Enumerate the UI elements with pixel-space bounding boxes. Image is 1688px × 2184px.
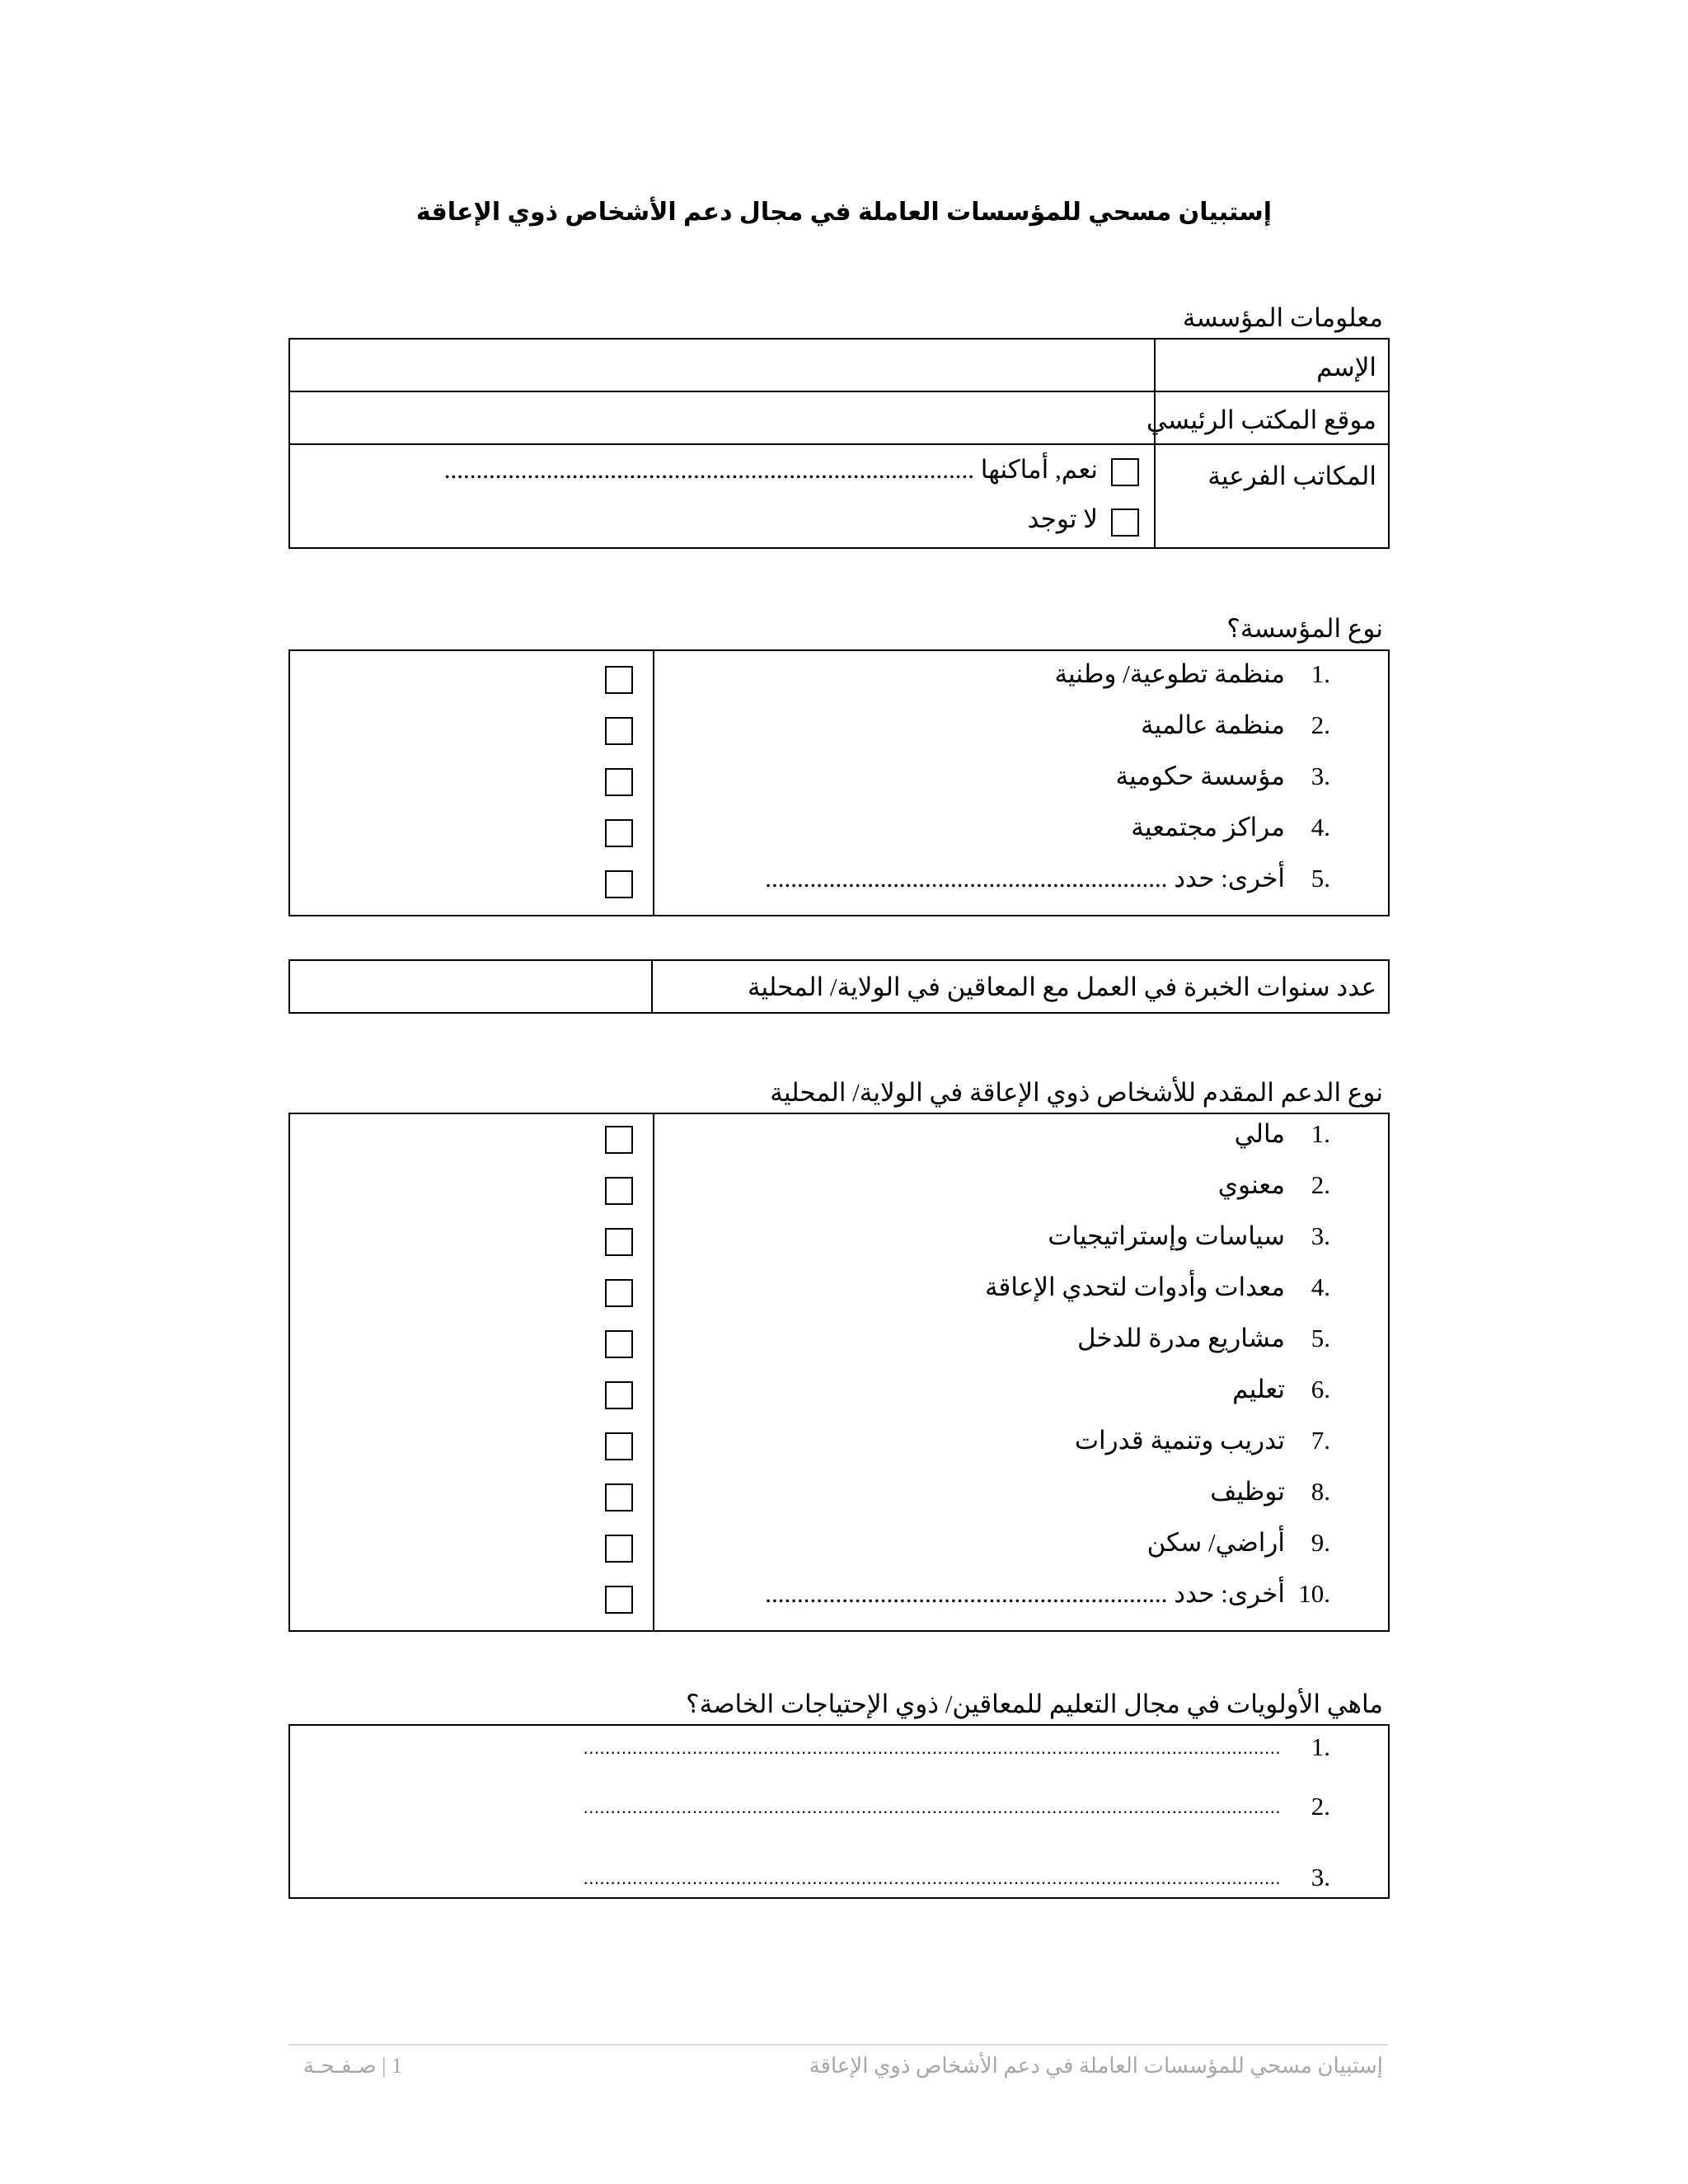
- org-name-label: الإسم: [1316, 353, 1376, 382]
- priority-num: 2.: [1311, 1792, 1330, 1821]
- experience-label: عدد سنوات الخبرة في العمل مع المعاقين في الولاية/ المحلية: [747, 972, 1376, 1001]
- footer-divider: [288, 2044, 1388, 2046]
- org-type-notes: [289, 650, 654, 916]
- support-option[interactable]: 2. معنوي: [654, 1170, 1388, 1221]
- support-checkbox[interactable]: [605, 1483, 633, 1511]
- org-branches-row: [289, 444, 1389, 548]
- experience-table: [288, 959, 1390, 1014]
- support-checkbox[interactable]: [605, 1535, 633, 1563]
- org-branches-label: المكاتب الفرعية: [1207, 462, 1376, 490]
- org-type-option[interactable]: 3. مؤسسة حكومية: [654, 762, 1388, 813]
- support-type-notes: [289, 1113, 654, 1631]
- org-name-row: [289, 339, 1389, 391]
- branches-no-label: لا توجد: [1027, 504, 1098, 533]
- org-info-label: معلومات المؤسسة: [1182, 303, 1383, 332]
- org-hq-row: [289, 391, 1389, 444]
- org-hq-input[interactable]: [289, 391, 1155, 444]
- priorities-label: ماهي الأولويات في مجال التعليم للمعاقين/ ذوي الإحتياجات الخاصة؟: [686, 1690, 1383, 1718]
- priority-line[interactable]: ................................................................................................................................: [583, 1797, 1281, 1817]
- org-type-option[interactable]: 1. منظمة تطوعية/ وطنية: [654, 659, 1388, 710]
- support-option[interactable]: 8. توظيف: [654, 1477, 1388, 1528]
- org-name-input[interactable]: [289, 339, 1155, 391]
- support-option[interactable]: 7. تدريب وتنمية قدرات: [654, 1426, 1388, 1477]
- support-checkbox[interactable]: [605, 1381, 633, 1409]
- branches-yes-checkbox[interactable]: [1111, 458, 1139, 486]
- org-hq-label: موقع المكتب الرئيسي: [1146, 405, 1376, 434]
- priorities-table: [288, 1724, 1390, 1899]
- footer-title: إستبيان مسحي للمؤسسات العاملة في دعم الأشخاص ذوي الإعاقة: [809, 2054, 1383, 2078]
- page-title: إستبيان مسحي للمؤسسات العاملة في مجال دعم الأشخاص ذوي الإعاقة: [415, 199, 1273, 226]
- support-type-table: [288, 1113, 1390, 1632]
- support-checkbox[interactable]: [605, 1586, 633, 1614]
- footer-page-number: 1 | صـفـحـة: [303, 2054, 403, 2078]
- priority-num: 1.: [1311, 1732, 1330, 1761]
- org-type-checkbox[interactable]: [605, 768, 633, 796]
- org-type-option[interactable]: 4. مراكز مجتمعية: [654, 813, 1388, 864]
- support-option[interactable]: 10. أخرى: حدد ...............................................................: [654, 1579, 1388, 1630]
- org-type-label: نوع المؤسسة؟: [1226, 614, 1383, 643]
- org-type-checkbox[interactable]: [605, 666, 633, 694]
- priority-line[interactable]: ................................................................................................................................: [583, 1737, 1281, 1758]
- support-type-label: نوع الدعم المقدم للأشخاص ذوي الإعاقة في الولاية/ المحلية: [770, 1078, 1383, 1107]
- org-type-option[interactable]: 2. منظمة عالمية: [654, 710, 1388, 762]
- branches-yes-label: نعم, أماكنها ...................................................................................: [443, 455, 1098, 484]
- support-option[interactable]: 4. معدات وأدوات لتحدي الإعاقة: [654, 1272, 1388, 1324]
- support-checkbox[interactable]: [605, 1432, 633, 1460]
- experience-input[interactable]: [289, 960, 652, 1013]
- support-checkbox[interactable]: [605, 1279, 633, 1307]
- org-type-checkbox[interactable]: [605, 819, 633, 847]
- support-option[interactable]: 5. مشاريع مدرة للدخل: [654, 1324, 1388, 1375]
- support-option[interactable]: 6. تعليم: [654, 1375, 1388, 1426]
- support-checkbox[interactable]: [605, 1126, 633, 1154]
- support-checkbox[interactable]: [605, 1228, 633, 1256]
- support-checkbox[interactable]: [605, 1177, 633, 1205]
- org-type-option[interactable]: 5. أخرى: حدد ...............................................................: [654, 864, 1388, 915]
- org-info-table: [288, 338, 1390, 549]
- org-type-checkbox[interactable]: [605, 717, 633, 745]
- support-option[interactable]: 1. مالي: [654, 1119, 1388, 1170]
- org-type-table: [288, 649, 1390, 916]
- support-option[interactable]: 3. سياسات وإستراتيجيات: [654, 1221, 1388, 1272]
- branches-no-checkbox[interactable]: [1111, 509, 1139, 537]
- support-checkbox[interactable]: [605, 1330, 633, 1358]
- priority-num: 3.: [1311, 1863, 1330, 1891]
- support-option[interactable]: 9. أراضي/ سكن: [654, 1528, 1388, 1579]
- priority-line[interactable]: ................................................................................................................................: [583, 1868, 1281, 1888]
- org-type-checkbox[interactable]: [605, 870, 633, 898]
